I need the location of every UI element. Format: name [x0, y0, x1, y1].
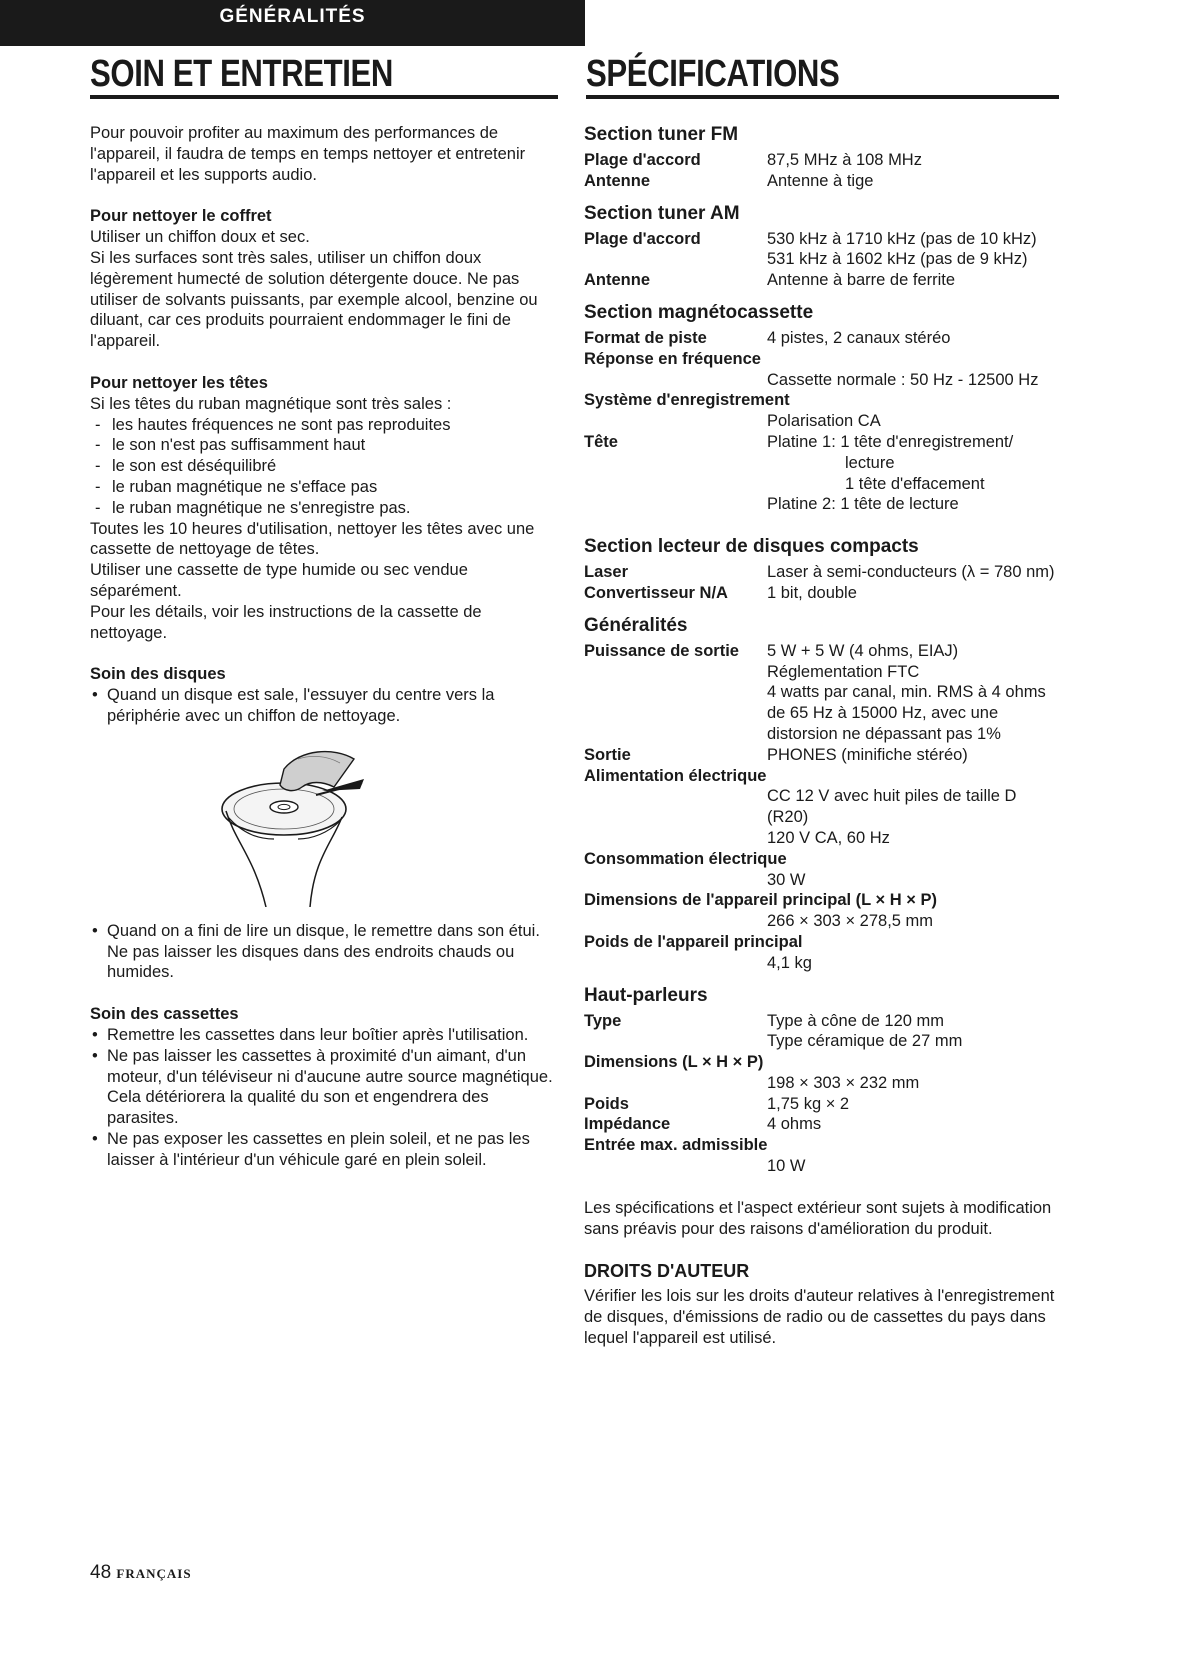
- spec-label: Plage d'accord: [584, 229, 701, 248]
- spec-value: 30 W: [767, 870, 806, 889]
- spec-value: 10 W: [767, 1157, 806, 1176]
- specifications-column: [584, 113, 1059, 1349]
- spec-label: Poids de l'appareil principal: [584, 932, 803, 951]
- spec-label: Convertisseur N/A: [584, 583, 728, 602]
- spec-label: Poids: [584, 1094, 629, 1113]
- cabinet-heading: Pour nettoyer le coffret: [90, 207, 272, 226]
- spec-label: Sortie: [584, 745, 631, 764]
- spec-label: Réponse en fréquence: [584, 349, 761, 368]
- spec-label: Antenne: [584, 271, 650, 290]
- spec-label: Entrée max. admissible: [584, 1136, 768, 1155]
- spec-value: 198 × 303 × 232 mm: [767, 1073, 920, 1092]
- list-item: - le son est déséquilibré: [90, 456, 560, 477]
- heads-heading: Pour nettoyer les têtes: [90, 373, 268, 392]
- discs-list-1: [90, 685, 560, 727]
- list-item: - les hautes fréquences ne sont pas reproduites: [90, 415, 560, 436]
- spec-label: Dimensions de l'appareil principal (L × H × P): [584, 891, 937, 910]
- specifications-title-rule: [586, 95, 1059, 99]
- care-intro: Pour pouvoir profiter au maximum des performances de l'appareil, il faudra de temps en temps nettoyer et entretenir l'appareil et les supports audio.: [90, 124, 526, 184]
- spec-label: Plage d'accord: [584, 151, 701, 169]
- spec-row: [584, 150, 1059, 171]
- spec-label: Dimensions (L × H × P): [584, 1053, 764, 1072]
- spec-value: Réglementation FTC: [767, 662, 920, 681]
- spec-value: Polarisation CA: [767, 412, 881, 431]
- heads-text-1: Toutes les 10 heures d'utilisation, nettoyer les têtes avec une cassette de nettoyage de têtes.: [90, 519, 535, 559]
- list-item: • Ne pas laisser les cassettes à proximité d'un aimant, d'un moteur, d'un téléviseur ni d'aucune autre source magnétique. Cela détériorera la qualité du son et engendrera des parasites.: [90, 1046, 560, 1129]
- spec-value: Type à cône de 120 mm: [767, 1011, 945, 1030]
- spec-label: Alimentation électrique: [584, 766, 767, 785]
- specifications-title: SPÉCIFICATIONS: [586, 53, 840, 95]
- heads-symptom-list: [90, 415, 560, 519]
- care-title-rule: [90, 95, 558, 99]
- spec-row: [584, 1114, 1059, 1135]
- spec-label: Format de piste: [584, 328, 707, 347]
- cabinet-text-1: Utiliser un chiffon doux et sec.: [90, 228, 310, 247]
- spec-label: Tête: [584, 432, 618, 451]
- spec-value: 120 V CA, 60 Hz: [767, 828, 890, 847]
- spec-row: [584, 1011, 1059, 1053]
- list-item: • Quand on a fini de lire un disque, le remettre dans son étui. Ne pas laisser les disques dans des endroits chauds ou humides.: [90, 921, 560, 983]
- spec-value: CC 12 V avec huit piles de taille D (R20): [767, 787, 1017, 827]
- heads-intro: Si les têtes du ruban magnétique sont très sales :: [90, 394, 452, 413]
- spec-value: Type céramique de 27 mm: [767, 1032, 963, 1051]
- tape-section-title: Section magnétocassette: [584, 301, 814, 323]
- spec-row: [584, 328, 1059, 349]
- spec-value: lecture: [845, 453, 895, 472]
- spec-row: [584, 270, 1059, 291]
- spec-label: Laser: [584, 563, 629, 582]
- spec-value: PHONES (minifiche stéréo): [767, 745, 968, 764]
- spec-value: 530 kHz à 1710 kHz (pas de 10 kHz): [767, 229, 1037, 248]
- spec-row: [584, 171, 1059, 192]
- fm-section-title: Section tuner FM: [584, 124, 739, 145]
- copyright-text: Vérifier les lois sur les droits d'auteur relatives à l'enregistrement de disques, d'émissions de radio ou de cassettes du pays dans lequel l'appareil est utilisé.: [584, 1287, 1055, 1348]
- spec-value: Laser à semi-conducteurs (λ = 780 nm): [767, 563, 1055, 582]
- copyright-title: DROITS D'AUTEUR: [584, 1261, 750, 1282]
- spec-value: 266 × 303 × 278,5 mm: [767, 912, 934, 931]
- spec-row: [584, 1094, 1059, 1115]
- spec-value: 4 watts par canal, min. RMS à 4 ohms de 65 Hz à 15000 Hz, avec une distorsion ne dépassant pas 1%: [767, 683, 1046, 743]
- spec-value: Antenne à tige: [767, 171, 874, 190]
- spec-row: [584, 562, 1059, 583]
- am-section-title: Section tuner AM: [584, 202, 740, 224]
- page-language: FRANÇAIS: [116, 1566, 192, 1581]
- heads-text-2: Utiliser une cassette de type humide ou sec vendue séparément.: [90, 561, 468, 600]
- page-footer: [90, 1562, 192, 1584]
- care-column: [90, 123, 560, 1170]
- spec-value: 87,5 MHz à 108 MHz: [767, 151, 922, 169]
- discs-list-2: [90, 921, 560, 983]
- spec-row: [584, 641, 1059, 745]
- spec-row: [584, 432, 1059, 515]
- disc-cleaning-illustration: [214, 747, 364, 907]
- spec-value: 531 kHz à 1602 kHz (pas de 9 kHz): [767, 250, 1028, 269]
- spec-row: [584, 745, 1059, 766]
- spec-value: 1,75 kg × 2: [767, 1094, 850, 1113]
- spec-row: [584, 583, 1059, 604]
- cassettes-list: [90, 1025, 560, 1171]
- list-item: - le ruban magnétique ne s'efface pas: [90, 477, 560, 498]
- spec-value: 1 tête d'effacement: [845, 474, 985, 493]
- list-item: • Ne pas exposer les cassettes en plein soleil, et ne pas les laisser à l'intérieur d'un véhicule garé en plein soleil.: [90, 1129, 560, 1171]
- cd-section-title: Section lecteur de disques compacts: [584, 536, 919, 558]
- heads-text-3: Pour les détails, voir les instructions de la cassette de nettoyage.: [90, 602, 482, 642]
- spec-value: 4,1 kg: [767, 953, 812, 972]
- general-section-title: Généralités: [584, 614, 688, 636]
- spec-row: [584, 229, 1059, 271]
- spec-label: Puissance de sortie: [584, 641, 739, 660]
- spec-value: Platine 1: 1 tête d'enregistrement/: [767, 432, 1014, 451]
- speakers-section-title: Haut-parleurs: [584, 984, 708, 1006]
- spec-value: 4 ohms: [767, 1115, 822, 1134]
- spec-value: 1 bit, double: [767, 583, 857, 602]
- spec-value: Cassette normale : 50 Hz - 12500 Hz: [767, 370, 1039, 389]
- list-item: - le son n'est pas suffisamment haut: [90, 435, 560, 456]
- spec-label: Système d'enregistrement: [584, 391, 790, 410]
- spec-value: Antenne à barre de ferrite: [767, 271, 956, 290]
- cassettes-heading: Soin des cassettes: [90, 1005, 239, 1024]
- specifications-notice: Les spécifications et l'aspect extérieur sont sujets à modification sans préavis pour des raisons d'amélioration du produit.: [584, 1198, 1052, 1238]
- spec-label: Type: [584, 1011, 622, 1030]
- cabinet-text-2: Si les surfaces sont très sales, utiliser un chiffon doux légèrement humecté de solution détergente douce. Ne pas utiliser de solvants puissants, par exemple alcool, benzine ou diluant, car ces produits pourraient endommager le fini de l'appareil.: [90, 248, 538, 351]
- spec-label: Antenne: [584, 171, 650, 190]
- spec-label: Consommation électrique: [584, 849, 787, 868]
- discs-heading: Soin des disques: [90, 665, 226, 684]
- spec-value: 4 pistes, 2 canaux stéréo: [767, 328, 951, 347]
- spec-value: 5 W + 5 W (4 ohms, EIAJ): [767, 641, 959, 660]
- page-number: 48: [90, 1562, 112, 1583]
- list-item: - le ruban magnétique ne s'enregistre pas.: [90, 498, 560, 519]
- spec-label: Impédance: [584, 1115, 671, 1134]
- spec-value: Platine 2: 1 tête de lecture: [767, 495, 959, 514]
- list-item: • Quand un disque est sale, l'essuyer du centre vers la périphérie avec un chiffon de nettoyage.: [90, 685, 560, 727]
- list-item: • Remettre les cassettes dans leur boîtier après l'utilisation.: [90, 1025, 560, 1046]
- section-header-label: GÉNÉRALITÉS: [219, 6, 366, 27]
- care-title: SOIN ET ENTRETIEN: [90, 53, 393, 95]
